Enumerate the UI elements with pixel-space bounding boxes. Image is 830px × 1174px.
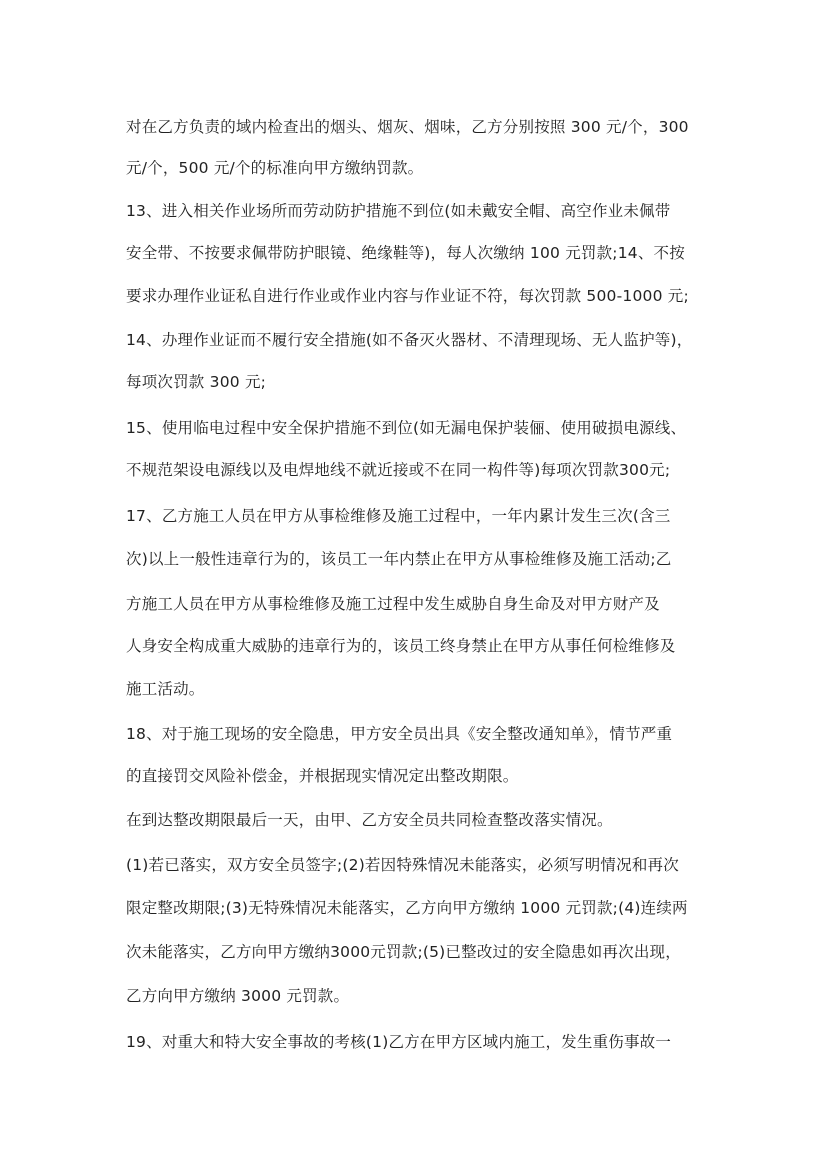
text-line: 13、进入相关作业场所而劳动防护措施不到位(如未戴安全帽、高空作业未佩带 [126, 202, 671, 220]
text-line: 要求办理作业证私自进行作业或作业内容与作业证不符，每次罚款 500-1000 元; [126, 287, 689, 305]
text-line: 对在乙方负责的域内检查出的烟头、烟灰、烟味，乙方分别按照 300 元/个，300 [126, 118, 689, 136]
text-line: 15、使用临电过程中安全保护措施不到位(如无漏电保护装俪、使用破损电源线、 [126, 419, 687, 437]
text-line: 不规范架设电源线以及电焊地线不就近接或不在同一构件等)每项次罚款300元; [126, 461, 671, 479]
text-line: 人身安全构成重大威胁的违章行为的，该员工终身禁止在甲方从事任何检维修及 [126, 637, 676, 655]
text-line: 每项次罚款 300 元; [126, 373, 267, 391]
text-line: 18、对于施工现场的安全隐患，甲方安全员出具《安全整改通知单》，情节严重 [126, 725, 673, 743]
text-line: 的直接罚交风险补偿金，并根据现实情况定出整改期限。 [126, 767, 519, 785]
text-line: 元/个，500 元/个的标准向甲方缴纳罚款。 [126, 159, 424, 177]
text-line: 14、办理作业证而不履行安全措施(如不备灭火器材、不清理现场、无人监护等)， [126, 331, 693, 349]
text-line: 方施工人员在甲方从事检维修及施工过程中发生威胁自身生命及对甲方财产及 [126, 595, 660, 613]
text-line: 乙方向甲方缴纳 3000 元罚款。 [126, 987, 350, 1005]
text-line: 限定整改期限;(3)无特殊情况未能落实，乙方向甲方缴纳 1000 元罚款;(4)连续两 [126, 899, 688, 917]
text-line: 次)以上一般性违章行为的，该员工一年内禁止在甲方从事检维修及施工活动;乙 [126, 550, 672, 568]
text-line: 在到达整改期限最后一天，由甲、乙方安全员共同检查整改落实情况。 [126, 811, 613, 829]
text-line: (1)若已落实，双方安全员签字;(2)若因特殊情况未能落实，必须写明情况和再次 [126, 856, 679, 874]
text-line: 19、对重大和特大安全事故的考核(1)乙方在甲方区域内施工，发生重伤事故一 [126, 1033, 672, 1051]
text-line: 施工活动。 [126, 680, 205, 698]
text-line: 安全带、不按要求佩带防护眼镜、绝缘鞋等)，每人次缴纳 100 元罚款;14、不按 [126, 244, 685, 262]
text-line: 次未能落实，乙方向甲方缴纳3000元罚款;(5)已整改过的安全隐患如再次出现， [126, 943, 681, 961]
text-line: 17、乙方施工人员在甲方从事检维修及施工过程中，一年内累计发生三次(含三 [126, 507, 671, 525]
